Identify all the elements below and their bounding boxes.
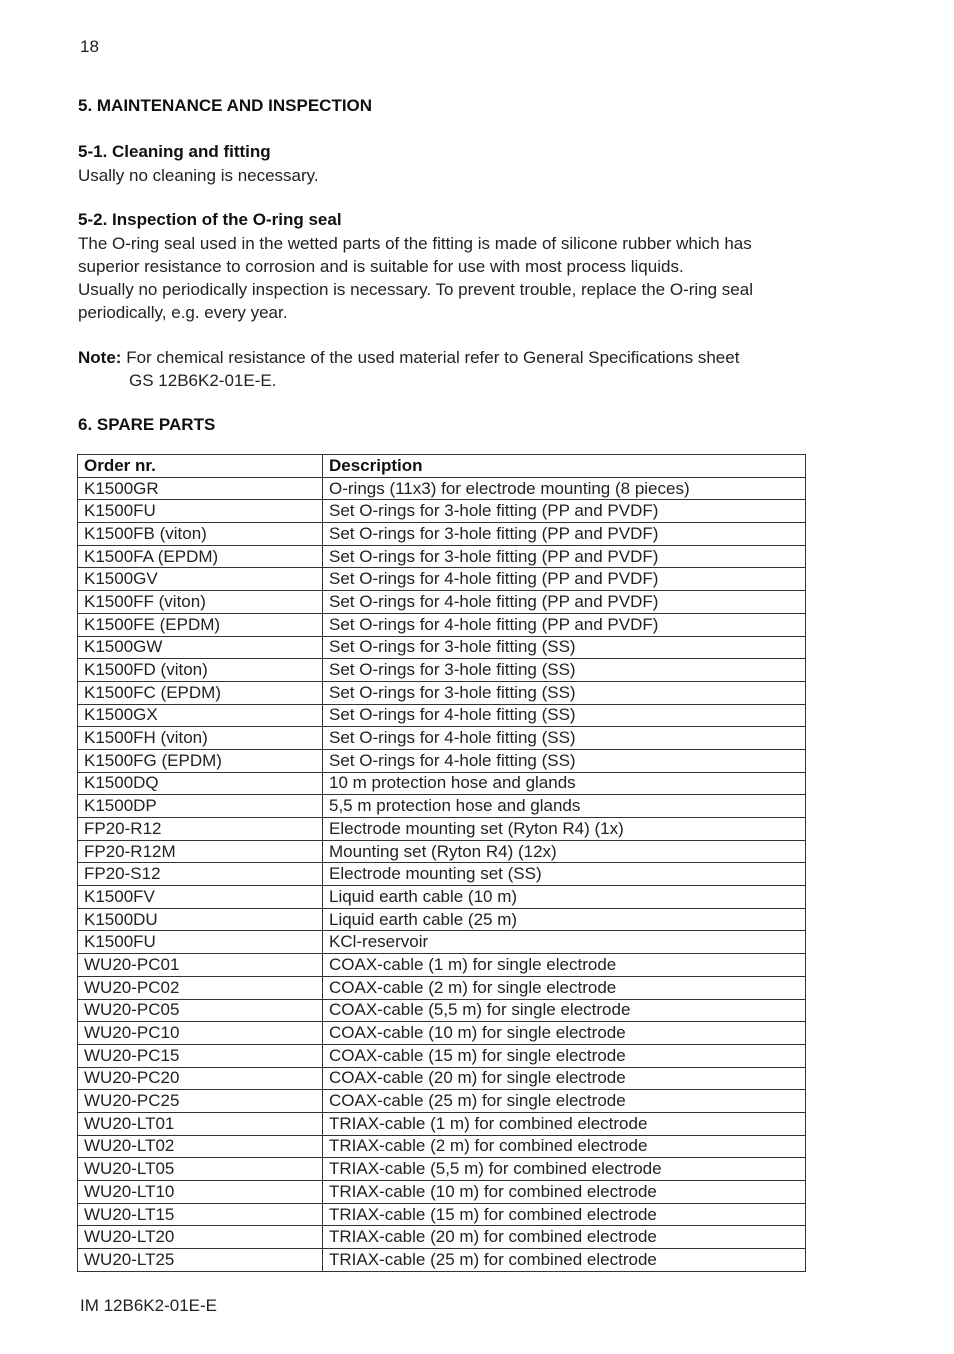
table-row — [78, 568, 806, 591]
page-number: 18 — [80, 37, 99, 56]
description-cell: Liquid earth cable (25 m) — [323, 908, 806, 931]
description-cell: Set O-rings for 3-hole fitting (PP and PVDF) — [323, 500, 806, 523]
order-nr-cell: FP20-S12 — [78, 863, 323, 886]
header-order-nr: Order nr. — [78, 455, 323, 478]
table-row — [78, 1158, 806, 1181]
table-row — [78, 1226, 806, 1249]
description-cell: Liquid earth cable (10 m) — [323, 886, 806, 909]
table-row — [78, 1112, 806, 1135]
table-row — [78, 999, 806, 1022]
order-nr-cell: K1500FU — [78, 931, 323, 954]
description-cell: COAX-cable (10 m) for single electrode — [323, 1022, 806, 1045]
order-nr-cell: K1500GV — [78, 568, 323, 591]
section-5-1-text: Usally no cleaning is necessary. — [78, 166, 319, 185]
section-5-1-title: 5-1. Cleaning and fitting — [78, 142, 271, 161]
description-cell: O-rings (11x3) for electrode mounting (8 pieces) — [323, 477, 806, 500]
order-nr-cell: K1500FA (EPDM) — [78, 545, 323, 568]
table-row — [78, 591, 806, 614]
table-row — [78, 727, 806, 750]
order-nr-cell: K1500FC (EPDM) — [78, 681, 323, 704]
description-cell: Set O-rings for 4-hole fitting (PP and PVDF) — [323, 591, 806, 614]
order-nr-cell: WU20-PC02 — [78, 976, 323, 999]
body-line: periodically, e.g. every year. — [78, 303, 288, 322]
order-nr-cell: WU20-LT05 — [78, 1158, 323, 1181]
description-cell: Set O-rings for 3-hole fitting (PP and PVDF) — [323, 523, 806, 546]
table-row — [78, 704, 806, 727]
description-cell: Mounting set (Ryton R4) (12x) — [323, 840, 806, 863]
description-cell: Set O-rings for 3-hole fitting (SS) — [323, 659, 806, 682]
description-cell: Set O-rings for 3-hole fitting (PP and PVDF) — [323, 545, 806, 568]
order-nr-cell: WU20-LT02 — [78, 1135, 323, 1158]
description-cell: Set O-rings for 4-hole fitting (PP and PVDF) — [323, 613, 806, 636]
description-cell: COAX-cable (15 m) for single electrode — [323, 1044, 806, 1067]
order-nr-cell: K1500FV — [78, 886, 323, 909]
section-6-title: 6. SPARE PARTS — [78, 415, 216, 434]
description-cell: TRIAX-cable (15 m) for combined electrode — [323, 1203, 806, 1226]
description-cell: Set O-rings for 4-hole fitting (SS) — [323, 704, 806, 727]
description-cell: COAX-cable (1 m) for single electrode — [323, 954, 806, 977]
note-line-1: For chemical resistance of the used material refer to General Specifications sheet — [126, 348, 740, 367]
table-row — [78, 1181, 806, 1204]
table-row — [78, 795, 806, 818]
table-row — [78, 976, 806, 999]
order-nr-cell: K1500FG (EPDM) — [78, 749, 323, 772]
order-nr-cell: WU20-LT25 — [78, 1249, 323, 1272]
order-nr-cell: K1500GW — [78, 636, 323, 659]
spare-parts-table — [77, 454, 806, 1272]
order-nr-cell: FP20-R12 — [78, 818, 323, 841]
body-line: Usually no periodically inspection is necessary. To prevent trouble, replace the O-ring seal — [78, 280, 753, 299]
table-row — [78, 772, 806, 795]
description-cell: Set O-rings for 4-hole fitting (PP and PVDF) — [323, 568, 806, 591]
description-cell: COAX-cable (25 m) for single electrode — [323, 1090, 806, 1113]
section-5-title: 5. MAINTENANCE AND INSPECTION — [78, 96, 373, 115]
note — [78, 346, 739, 392]
table-row — [78, 954, 806, 977]
order-nr-cell: WU20-LT10 — [78, 1181, 323, 1204]
order-nr-cell: WU20-LT20 — [78, 1226, 323, 1249]
table-body — [78, 477, 806, 1271]
order-nr-cell: WU20-LT15 — [78, 1203, 323, 1226]
description-cell: Set O-rings for 4-hole fitting (SS) — [323, 749, 806, 772]
order-nr-cell: FP20-R12M — [78, 840, 323, 863]
order-nr-cell: WU20-PC25 — [78, 1090, 323, 1113]
table-row — [78, 818, 806, 841]
table-row — [78, 523, 806, 546]
description-cell: 10 m protection hose and glands — [323, 772, 806, 795]
table-row — [78, 1249, 806, 1272]
order-nr-cell: K1500GR — [78, 477, 323, 500]
description-cell: COAX-cable (20 m) for single electrode — [323, 1067, 806, 1090]
table-header-row — [78, 455, 806, 478]
table-row — [78, 477, 806, 500]
table-row — [78, 545, 806, 568]
table-row — [78, 840, 806, 863]
header-description: Description — [323, 455, 806, 478]
table-row — [78, 659, 806, 682]
description-cell: TRIAX-cable (1 m) for combined electrode — [323, 1112, 806, 1135]
table-row — [78, 749, 806, 772]
footer-doc-id: IM 12B6K2-01E-E — [80, 1296, 218, 1315]
description-cell: Set O-rings for 3-hole fitting (SS) — [323, 681, 806, 704]
table-row — [78, 1090, 806, 1113]
table-row — [78, 500, 806, 523]
description-cell: Electrode mounting set (SS) — [323, 863, 806, 886]
order-nr-cell: K1500FE (EPDM) — [78, 613, 323, 636]
order-nr-cell: WU20-LT01 — [78, 1112, 323, 1135]
description-cell: 5,5 m protection hose and glands — [323, 795, 806, 818]
description-cell: COAX-cable (2 m) for single electrode — [323, 976, 806, 999]
description-cell: Set O-rings for 3-hole fitting (SS) — [323, 636, 806, 659]
order-nr-cell: K1500GX — [78, 704, 323, 727]
order-nr-cell: K1500FB (viton) — [78, 523, 323, 546]
table-row — [78, 613, 806, 636]
description-cell: Set O-rings for 4-hole fitting (SS) — [323, 727, 806, 750]
body-line: The O-ring seal used in the wetted parts of the fitting is made of silicone rubber which has — [78, 234, 752, 253]
order-nr-cell: WU20-PC15 — [78, 1044, 323, 1067]
description-cell: TRIAX-cable (25 m) for combined electrode — [323, 1249, 806, 1272]
order-nr-cell: K1500FU — [78, 500, 323, 523]
description-cell: TRIAX-cable (5,5 m) for combined electrode — [323, 1158, 806, 1181]
table-row — [78, 1044, 806, 1067]
table-row — [78, 1135, 806, 1158]
body-line: superior resistance to corrosion and is suitable for use with most process liquids. — [78, 257, 684, 276]
table-row — [78, 931, 806, 954]
order-nr-cell: WU20-PC20 — [78, 1067, 323, 1090]
order-nr-cell: K1500DU — [78, 908, 323, 931]
description-cell: TRIAX-cable (20 m) for combined electrode — [323, 1226, 806, 1249]
order-nr-cell: WU20-PC05 — [78, 999, 323, 1022]
table-row — [78, 1203, 806, 1226]
description-cell: COAX-cable (5,5 m) for single electrode — [323, 999, 806, 1022]
note-line-2: GS 12B6K2-01E-E. — [129, 371, 277, 390]
description-cell: KCl-reservoir — [323, 931, 806, 954]
order-nr-cell: K1500FD (viton) — [78, 659, 323, 682]
order-nr-cell: K1500FF (viton) — [78, 591, 323, 614]
note-label: Note: — [78, 348, 122, 367]
order-nr-cell: K1500DP — [78, 795, 323, 818]
order-nr-cell: K1500DQ — [78, 772, 323, 795]
description-cell: Electrode mounting set (Ryton R4) (1x) — [323, 818, 806, 841]
description-cell: TRIAX-cable (2 m) for combined electrode — [323, 1135, 806, 1158]
order-nr-cell: WU20-PC01 — [78, 954, 323, 977]
table-row — [78, 863, 806, 886]
section-5-2-title: 5-2. Inspection of the O-ring seal — [78, 210, 342, 229]
table-row — [78, 636, 806, 659]
table-row — [78, 908, 806, 931]
table-row — [78, 886, 806, 909]
table-row — [78, 1067, 806, 1090]
table-row — [78, 1022, 806, 1045]
section-5-2-body — [78, 232, 753, 324]
order-nr-cell: K1500FH (viton) — [78, 727, 323, 750]
description-cell: TRIAX-cable (10 m) for combined electrode — [323, 1181, 806, 1204]
table-row — [78, 681, 806, 704]
order-nr-cell: WU20-PC10 — [78, 1022, 323, 1045]
